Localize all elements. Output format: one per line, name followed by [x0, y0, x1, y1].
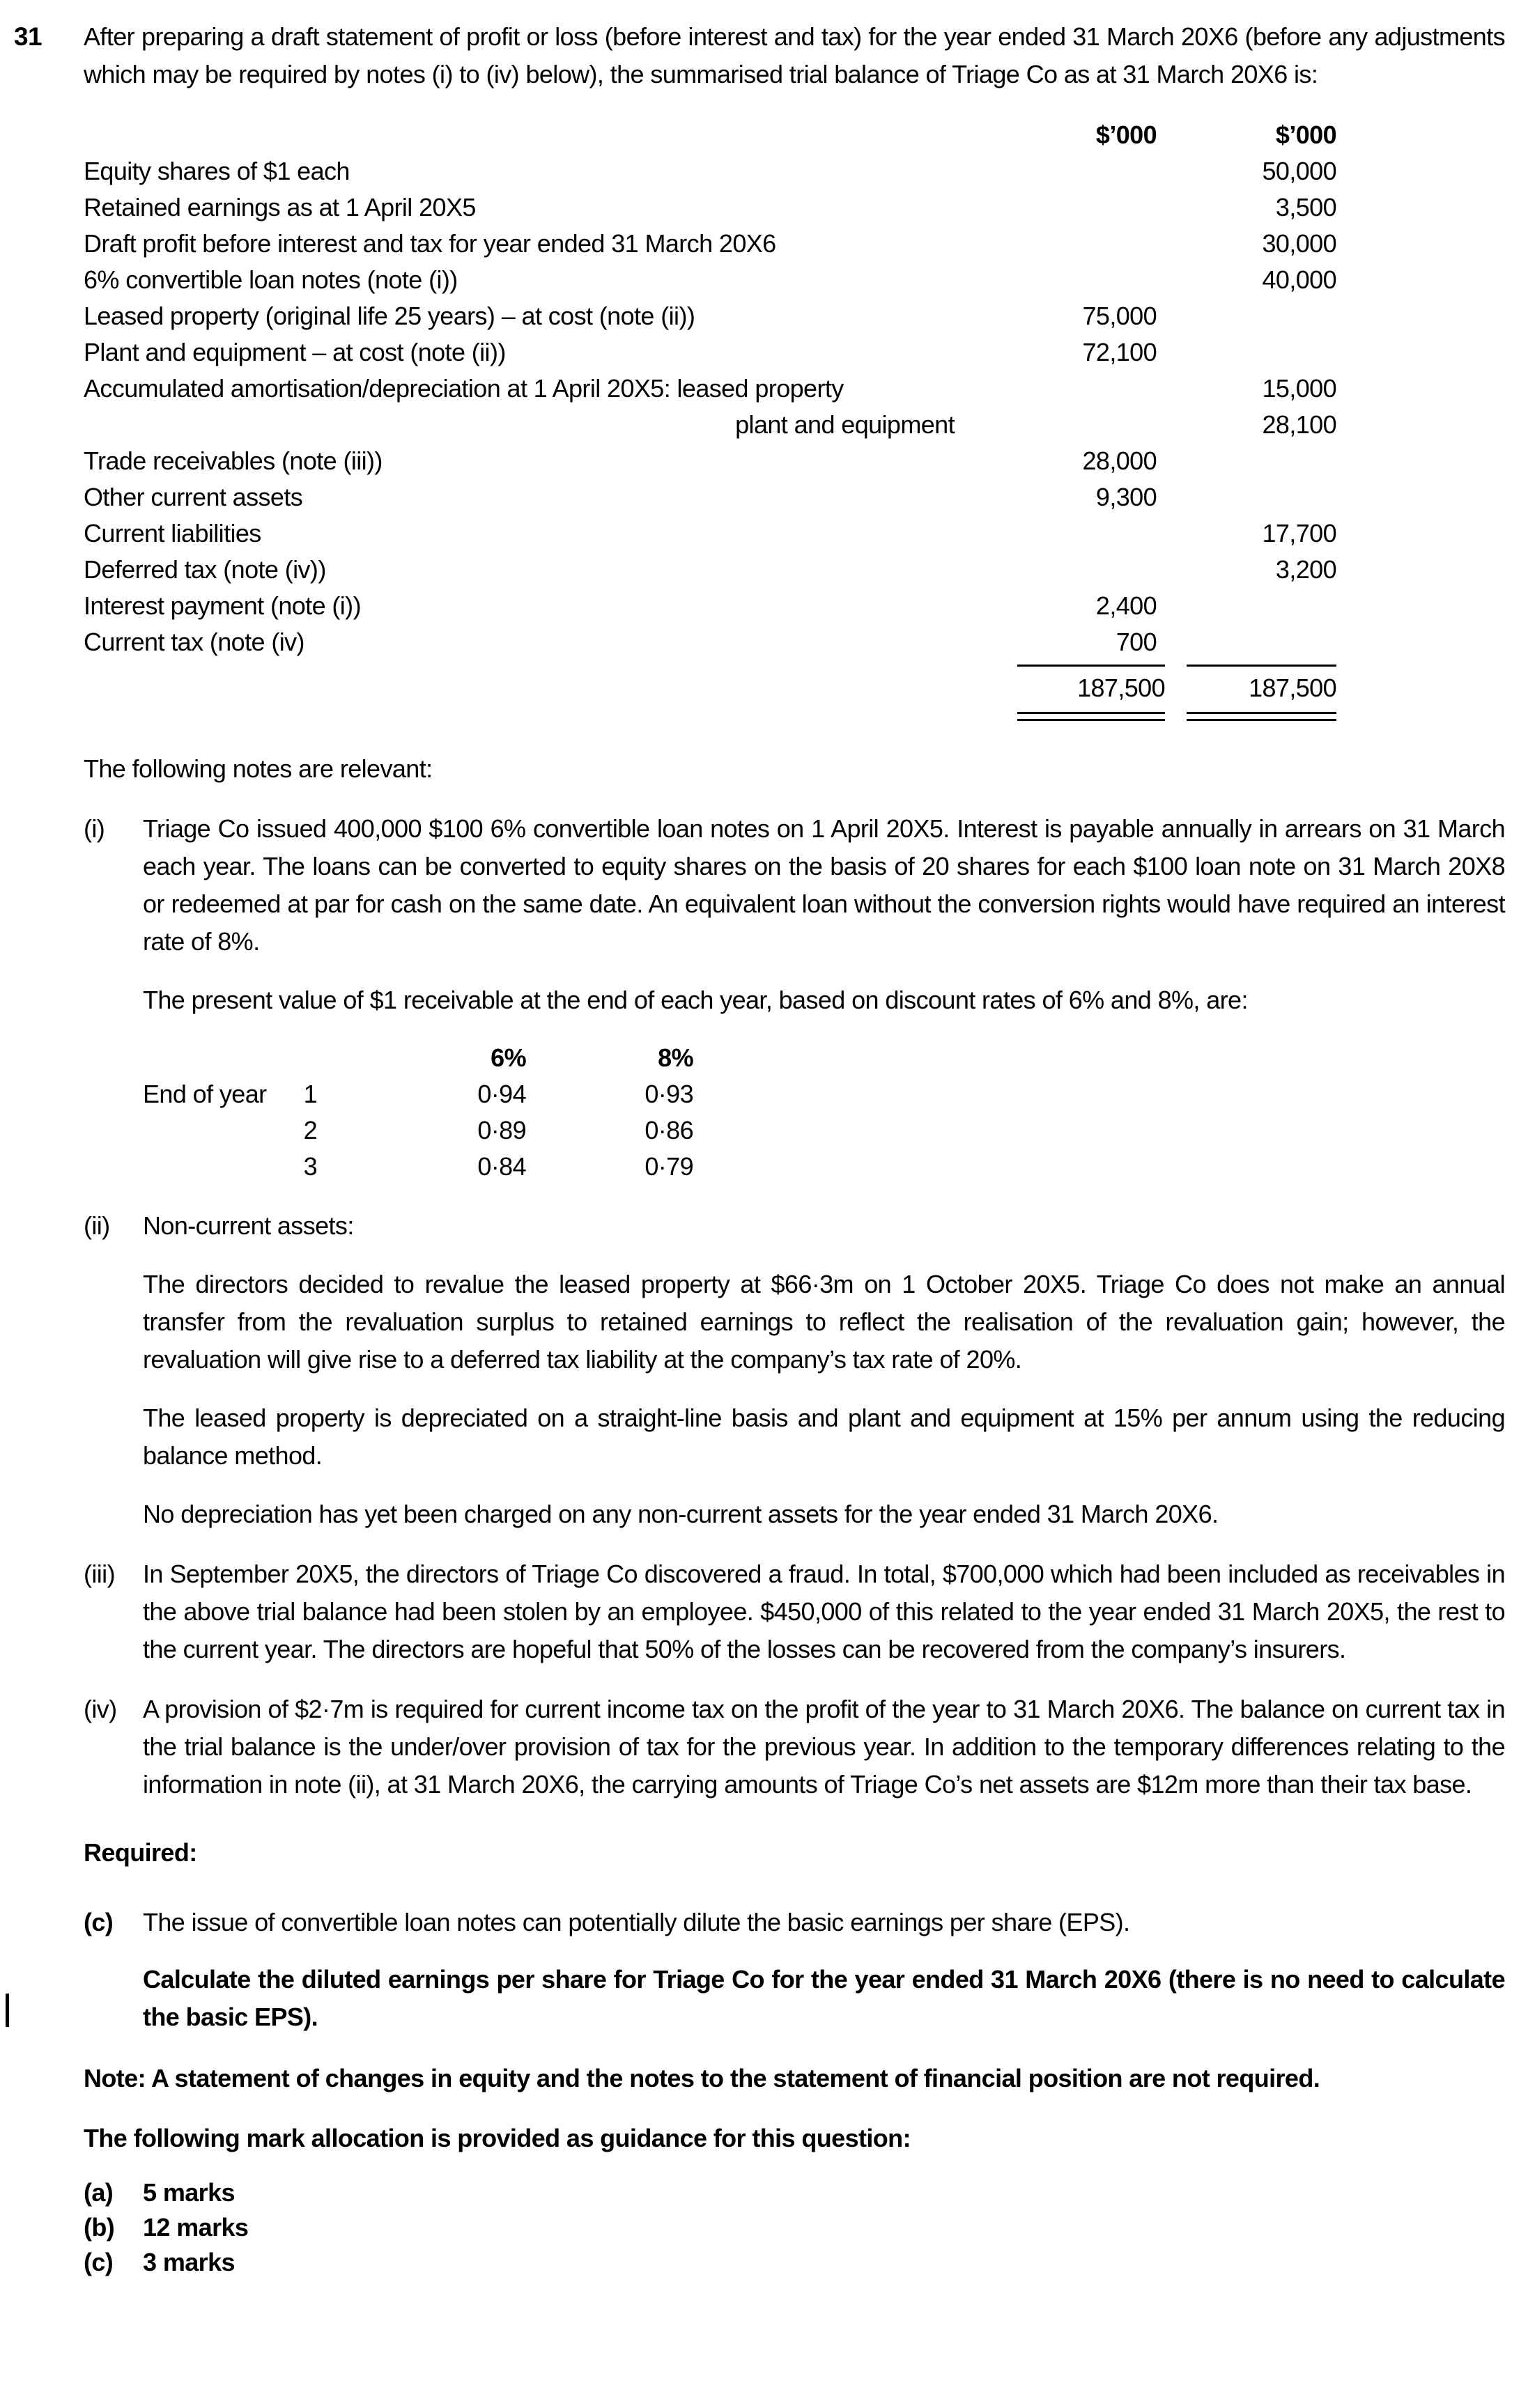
tb-row-debit [1017, 515, 1157, 552]
note-item-iv [84, 1691, 1505, 1803]
tb-row-label: Trade receivables (note (iii)) [84, 446, 383, 475]
note-paragraph: The leased property is depreciated on a straight-line basis and plant and equipment at 15% per annum using the reducing balance method. [143, 1404, 1505, 1470]
table-row [84, 371, 1505, 407]
note-label: (i) [84, 814, 105, 843]
tb-row-credit: 50,000 [1262, 157, 1336, 185]
tb-row-label: Equity shares of $1 each [84, 157, 350, 185]
pv-table-row [143, 1112, 1505, 1149]
table-row [84, 588, 1505, 624]
mark-text: 5 marks [143, 2178, 235, 2207]
tb-row-credit [1157, 298, 1336, 334]
pv-value-6pct: 0·94 [477, 1080, 526, 1108]
note-paragraph: The present value of $1 receivable at the end of each year, based on discount rates of 6% and 8%, are: [143, 986, 1248, 1014]
mark-row [84, 2245, 1505, 2280]
tb-row-label: plant and equipment [735, 410, 955, 439]
scan-artifact-mark [6, 1994, 9, 2027]
pv-row-label: End of year [143, 1080, 267, 1108]
table-row [84, 515, 1505, 552]
table-row [84, 226, 1505, 262]
tb-row-credit: 40,000 [1262, 265, 1336, 294]
tb-row-debit: 9,300 [1095, 483, 1157, 511]
mark-row [84, 2210, 1505, 2245]
note-label: (iii) [84, 1560, 115, 1588]
note-body [143, 1555, 1505, 1668]
table-row [84, 189, 1505, 226]
total-rule-bottom [1187, 712, 1336, 721]
table-row [84, 262, 1505, 298]
tb-row-label: Current tax (note (iv) [84, 628, 304, 656]
tb-row-label: Current liabilities [84, 519, 261, 547]
tb-total-credit: 187,500 [1249, 674, 1336, 702]
tb-row-label: 6% convertible loan notes (note (i)) [84, 265, 458, 294]
note-paragraph: Triage Co issued 400,000 $100 6% convertible loan notes on 1 April 20X5. Interest is payable annually in arrears on 31 March each year. The loans can be converted to equity shares on the basis of 20 shares for each $100 loan note on 31 March 20X8 or redeemed at par for cash on the same date. An equivalent loan without the conversion rights would have required an interest rate of 8%. [143, 814, 1505, 956]
notes-intro: The following notes are relevant: [84, 754, 433, 783]
mark-label: (a) [84, 2178, 114, 2207]
tb-row-label: Plant and equipment – at cost (note (ii)) [84, 338, 506, 366]
table-row [84, 479, 1505, 515]
requirement-item-c [84, 1904, 1505, 2036]
table-row [84, 443, 1505, 479]
mark-text: 12 marks [143, 2213, 249, 2242]
question-block [0, 18, 1505, 2280]
tb-row-debit [1017, 407, 1157, 443]
pv-value-6pct: 0·89 [477, 1116, 526, 1144]
question-intro: After preparing a draft statement of profit or loss (before interest and tax) for the year ended 31 March 20X6 (before any adjustments which may be required by notes (i) to (iv) below), the summarised trial balance of Triage Co as at 31 March 20X6 is: [84, 22, 1505, 88]
total-rule-top [1187, 665, 1336, 667]
table-row [84, 153, 1505, 189]
tb-row-label: Draft profit before interest and tax for year ended 31 March 20X6 [84, 229, 776, 258]
total-rule-top [1017, 665, 1165, 667]
note-paragraph: The directors decided to revalue the leased property at $66·3m on 1 October 20X5. Triage Co does not make an annual transfer from the revaluation surplus to retained earnings to reflect the realisation of the revaluation gain; however, the revaluation will give rise to a deferred tax liability at the company’s tax rate of 20%. [143, 1270, 1505, 1374]
tb-row-debit [1017, 153, 1157, 189]
table-row [84, 407, 1505, 443]
total-rule-bottom [1017, 712, 1165, 721]
tb-row-label: Leased property (original life 25 years) – at cost (note (ii)) [84, 302, 695, 330]
tb-row-debit: 700 [1116, 628, 1157, 656]
pv-table-row [143, 1149, 1505, 1185]
tb-row-credit [1157, 334, 1336, 371]
tb-row-debit [1017, 371, 1157, 407]
tb-row-credit: 3,200 [1275, 555, 1336, 584]
tb-header-debit: $’000 [1095, 121, 1157, 149]
tb-row-label: Other current assets [84, 483, 303, 511]
tb-row-credit: 15,000 [1262, 374, 1336, 403]
note-label: (ii) [84, 1211, 110, 1240]
tb-row-label: Retained earnings as at 1 April 20X5 [84, 193, 476, 222]
note-body [143, 810, 1505, 1185]
note-paragraph: In September 20X5, the directors of Triage Co discovered a fraud. In total, $700,000 which had been included as receivables in the above trial balance had been stolen by an employee. $450,000 of this related to the year ended 31 March 20X5, the rest to the current year. The directors are hopeful that 50% of the losses can be recovered from the company’s insurers. [143, 1560, 1505, 1663]
present-value-table [143, 1040, 1505, 1185]
trial-balance-header [84, 117, 1505, 153]
pv-value-8pct: 0·79 [645, 1152, 693, 1181]
pv-value-6pct: 0·84 [477, 1152, 526, 1181]
requirement-label: (c) [84, 1908, 114, 1936]
table-row [84, 552, 1505, 588]
tb-row-debit [1017, 262, 1157, 298]
tb-row-credit: 28,100 [1262, 410, 1336, 439]
pv-year: 3 [303, 1152, 317, 1181]
tb-total-debit: 187,500 [1077, 674, 1165, 702]
table-row [84, 298, 1505, 334]
tb-row-credit [1157, 624, 1336, 660]
tb-row-debit: 75,000 [1082, 302, 1157, 330]
tb-header-credit: $’000 [1275, 121, 1336, 149]
tb-row-debit [1017, 552, 1157, 588]
pv-value-8pct: 0·93 [645, 1080, 693, 1108]
mark-label: (b) [84, 2213, 115, 2242]
question-body [84, 18, 1505, 2280]
note-body [143, 1691, 1505, 1803]
tb-row-credit: 3,500 [1275, 193, 1336, 222]
requirement-text: The issue of convertible loan notes can potentially dilute the basic earnings per share (EPS). [143, 1908, 1130, 1936]
tb-total-credit-cell [1157, 665, 1336, 721]
mark-allocation-intro: The following mark allocation is provided as guidance for this question: [84, 2124, 911, 2152]
note-item-ii [84, 1207, 1505, 1533]
note-paragraph: No depreciation has yet been charged on any non-current assets for the year ended 31 March 20X6. [143, 1500, 1219, 1528]
mark-label: (c) [84, 2248, 114, 2276]
pv-header-8pct: 8% [658, 1043, 693, 1072]
tb-row-label: Interest payment (note (i)) [84, 591, 361, 620]
tb-row-credit [1157, 588, 1336, 624]
table-row [84, 624, 1505, 660]
tb-row-debit: 72,100 [1082, 338, 1157, 366]
tb-row-credit: 17,700 [1262, 519, 1336, 547]
tb-row-debit: 28,000 [1082, 446, 1157, 475]
pv-header-6pct: 6% [491, 1043, 526, 1072]
required-heading: Required: [84, 1838, 197, 1867]
mark-text: 3 marks [143, 2248, 235, 2276]
note-body [143, 1207, 1505, 1533]
pv-year: 1 [303, 1080, 317, 1108]
tb-row-credit: 30,000 [1262, 229, 1336, 258]
requirement-instruction: Calculate the diluted earnings per share for Triage Co for the year ended 31 March 20X6 (there is no need to calculate the basic EPS). [143, 1965, 1505, 2031]
tb-total-debit-cell [1017, 665, 1165, 721]
note-paragraph: A provision of $2·7m is required for current income tax on the profit of the year to 31 March 20X6. The balance on current tax in the trial balance is the under/over provision of tax for the previous year. In addition to the temporary differences relating to the information in note (ii), at 31 March 20X6, the carrying amounts of Triage Co’s net assets are $12m more than their tax base. [143, 1695, 1505, 1799]
tb-header-spacer [84, 117, 1017, 153]
tb-row-credit [1157, 443, 1336, 479]
pv-table-header [143, 1040, 1505, 1076]
table-row [84, 334, 1505, 371]
note-heading: Non-current assets: [143, 1211, 354, 1240]
pv-value-8pct: 0·86 [645, 1116, 693, 1144]
note-line: Note: A statement of changes in equity and the notes to the statement of financial position are not required. [84, 2064, 1320, 2092]
pv-year: 2 [303, 1116, 317, 1144]
tb-row-debit: 2,400 [1095, 591, 1157, 620]
requirement-body [143, 1904, 1505, 2036]
question-number: 31 [14, 22, 42, 51]
tb-row-label: Accumulated amortisation/depreciation at 1 April 20X5: leased property [84, 374, 844, 403]
tb-row-label: Deferred tax (note (iv)) [84, 555, 326, 584]
mark-allocation-list [84, 2175, 1505, 2280]
tb-row-credit [1157, 479, 1336, 515]
trial-balance-table [84, 117, 1505, 721]
note-item-iii [84, 1555, 1505, 1668]
trial-balance-totals [84, 665, 1505, 721]
note-label: (iv) [84, 1695, 117, 1723]
tb-row-debit [1017, 189, 1157, 226]
note-item-i [84, 810, 1505, 1185]
tb-row-debit [1017, 226, 1157, 262]
mark-row [84, 2175, 1505, 2210]
pv-table-row [143, 1076, 1505, 1112]
